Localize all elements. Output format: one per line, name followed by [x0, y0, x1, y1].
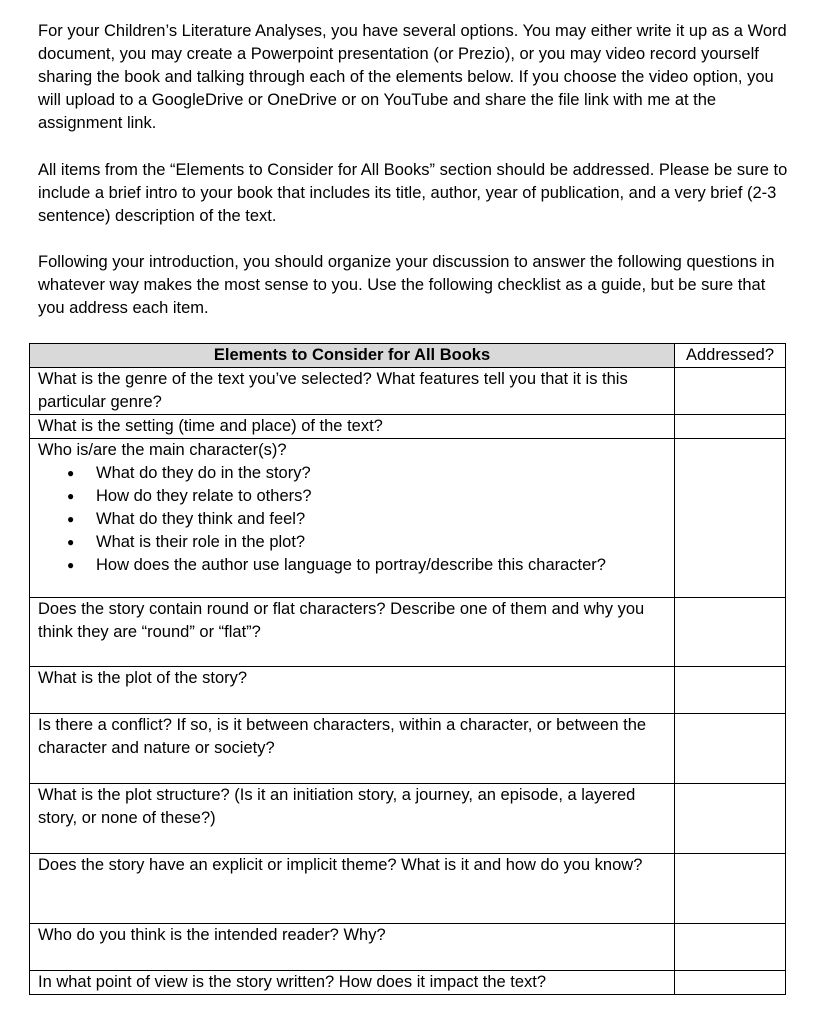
- question-characters: Who is/are the main character(s)?: [38, 441, 287, 459]
- intro-paragraph-requirements: All items from the “Elements to Consider for All Books” section should be addressed. Please be sure to include a brief intro to your book that includes its title, author, year of publication, and a very brief (2-3 sentence) description of the text.: [38, 161, 788, 225]
- character-bullet-item: ● What do they do in the story?: [96, 462, 666, 485]
- table-row: [30, 415, 786, 439]
- intro-paragraph-options: For your Children’s Literature Analyses, you have several options. You may either write it up as a Word document, you may create a Powerpoint presentation (or Prezio), or you may video record yourself sharing the book and talking through each of the elements below. If you choose the video option, you will upload to a GoogleDrive or OneDrive or on YouTube and share the file link with me at the assignment link.: [38, 22, 787, 132]
- question-characters-cell: [30, 439, 675, 598]
- question-genre: What is the genre of the text you’ve selected? What features tell you that it is this particular genre?: [30, 368, 675, 415]
- table-row: [30, 784, 786, 854]
- character-bullet-list: [38, 462, 666, 577]
- question-conflict: Is there a conflict? If so, is it between characters, within a character, or between the character and nature or society?: [30, 714, 675, 784]
- addressed-cell-conflict[interactable]: [675, 714, 786, 784]
- table-row: [30, 439, 786, 598]
- table-row: [30, 971, 786, 995]
- header-addressed: Addressed?: [675, 344, 786, 368]
- question-point-of-view: In what point of view is the story written? How does it impact the text?: [30, 971, 675, 995]
- question-theme: Does the story have an explicit or implicit theme? What is it and how do you know?: [30, 854, 675, 924]
- character-bullet-item: ● What is their role in the plot?: [96, 531, 666, 554]
- addressed-cell-theme[interactable]: [675, 854, 786, 924]
- elements-checklist-table: [29, 343, 786, 995]
- table-row: [30, 368, 786, 415]
- table-header-row: [30, 344, 786, 368]
- addressed-cell-round-flat[interactable]: [675, 598, 786, 667]
- addressed-cell-setting[interactable]: [675, 415, 786, 439]
- addressed-cell-plot[interactable]: [675, 667, 786, 714]
- character-bullet-item: ● How do they relate to others?: [96, 485, 666, 508]
- table-row: [30, 667, 786, 714]
- table-row: [30, 598, 786, 667]
- character-bullet-item: ● How does the author use language to portray/describe this character?: [96, 554, 666, 577]
- addressed-cell-plot-structure[interactable]: [675, 784, 786, 854]
- question-plot-structure: What is the plot structure? (Is it an initiation story, a journey, an episode, a layered story, or none of these?): [30, 784, 675, 854]
- table-row: [30, 854, 786, 924]
- addressed-cell-characters[interactable]: [675, 439, 786, 598]
- question-reader: Who do you think is the intended reader? Why?: [30, 924, 675, 971]
- addressed-cell-genre[interactable]: [675, 368, 786, 415]
- intro-paragraph-organization: Following your introduction, you should organize your discussion to answer the following questions in whatever way makes the most sense to you. Use the following checklist as a guide, but be sure that you address each item.: [38, 253, 775, 317]
- table-row: [30, 714, 786, 784]
- header-elements: Elements to Consider for All Books: [30, 344, 675, 368]
- question-setting: What is the setting (time and place) of the text?: [30, 415, 675, 439]
- table-row: [30, 924, 786, 971]
- question-round-flat: Does the story contain round or flat characters? Describe one of them and why you think they are “round” or “flat”?: [30, 598, 675, 667]
- character-bullet-item: ● What do they think and feel?: [96, 508, 666, 531]
- question-plot: What is the plot of the story?: [30, 667, 675, 714]
- addressed-cell-point-of-view[interactable]: [675, 971, 786, 995]
- addressed-cell-reader[interactable]: [675, 924, 786, 971]
